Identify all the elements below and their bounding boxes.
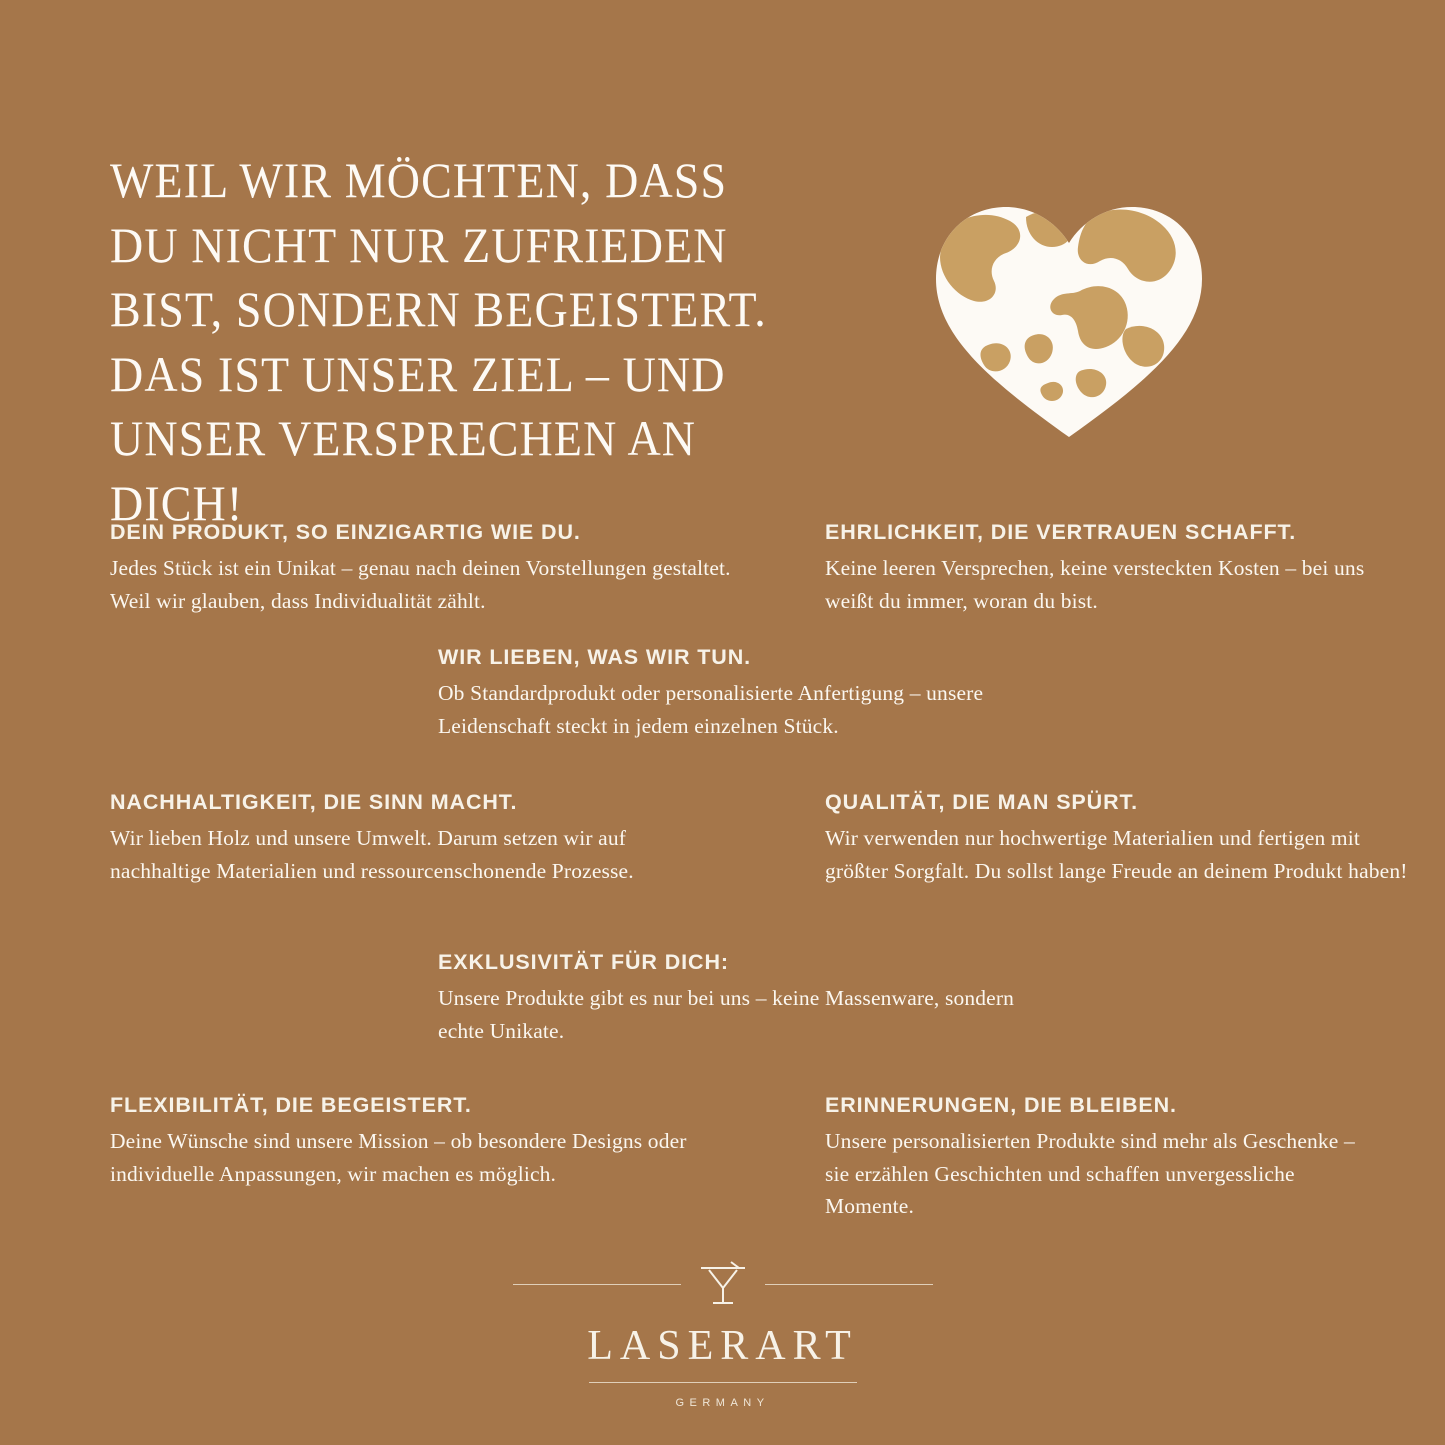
- brand-subtitle: GERMANY: [675, 1397, 770, 1409]
- value-block-title: FLEXIBILITÄT, DIE BEGEISTERT.: [110, 1093, 472, 1117]
- cocktail-glass-icon: [687, 1256, 759, 1312]
- value-block-title: WIR LIEBEN, WAS WIR TUN.: [438, 645, 752, 669]
- value-block-title: DEIN PRODUKT, SO EINZIGARTIG WIE DU.: [110, 520, 581, 544]
- footer-rule-left: [513, 1284, 681, 1285]
- value-block-body: Deine Wünsche sind unsere Mission – ob besondere Designs oder individuelle Anpassungen, wir machen es möglich.: [110, 1129, 687, 1186]
- brand-name: LASERART: [587, 1323, 858, 1369]
- value-block-nachhaltigkeit: [110, 790, 710, 887]
- value-block-qualitaet: [825, 790, 1425, 887]
- footer-logo: [0, 1256, 1445, 1409]
- value-block-body: Unsere personalisierten Produkte sind mehr als Geschenke – sie erzählen Geschichten und schaffen unvergessliche Momente.: [825, 1129, 1355, 1219]
- value-block-body: Unsere Produkte gibt es nur bei uns – keine Massenware, sondern echte Unikate.: [438, 986, 1015, 1043]
- value-block-body: Wir verwenden nur hochwertige Materialien und fertigen mit größter Sorgfalt. Du sollst lange Freude an deinem Produkt haben!: [825, 826, 1408, 883]
- footer-rule-row: [0, 1256, 1445, 1312]
- value-block-title: NACHHALTIGKEIT, DIE SINN MACHT.: [110, 790, 518, 814]
- value-block-body: Ob Standardprodukt oder personalisierte Anfertigung – unsere Leidenschaft steckt in jedem einzelnen Stück.: [438, 681, 984, 738]
- value-block-body: Keine leeren Versprechen, keine versteckten Kosten – bei uns weißt du immer, woran du bist.: [825, 556, 1365, 613]
- value-block-title: EHRLICHKEIT, DIE VERTRAUEN SCHAFFT.: [825, 520, 1297, 544]
- brand-divider: [589, 1382, 857, 1383]
- value-block-flexibilitaet: [110, 1093, 710, 1190]
- page-headline: WEIL WIR MÖCHTEN, DASS DU NICHT NUR ZUFRIEDEN BIST, SONDERN BEGEISTERT. DAS IST UNSER ZIEL – UND UNSER VERSPRECHEN AN DICH!: [110, 152, 767, 531]
- value-block-body: Jedes Stück ist ein Unikat – genau nach deinen Vorstellungen gestaltet. Weil wir glauben, dass Individualität zählt.: [110, 556, 731, 613]
- value-block-body: Wir lieben Holz und unsere Umwelt. Darum setzen wir auf nachhaltige Materialien und ressourcenschonende Prozesse.: [110, 826, 634, 883]
- value-block-ehrlichkeit: [825, 520, 1385, 617]
- heart-world-map-icon: [930, 195, 1208, 440]
- value-block-exklusivitaet: [438, 950, 1038, 1047]
- value-block-title: EXKLUSIVITÄT FÜR DICH:: [438, 950, 729, 974]
- value-block-produkt: [110, 520, 750, 617]
- value-block-lieben: [438, 645, 1038, 742]
- value-block-erinnerungen: [825, 1093, 1365, 1223]
- value-block-title: QUALITÄT, DIE MAN SPÜRT.: [825, 790, 1139, 814]
- value-block-title: ERINNERUNGEN, DIE BLEIBEN.: [825, 1093, 1177, 1117]
- footer-rule-right: [765, 1284, 933, 1285]
